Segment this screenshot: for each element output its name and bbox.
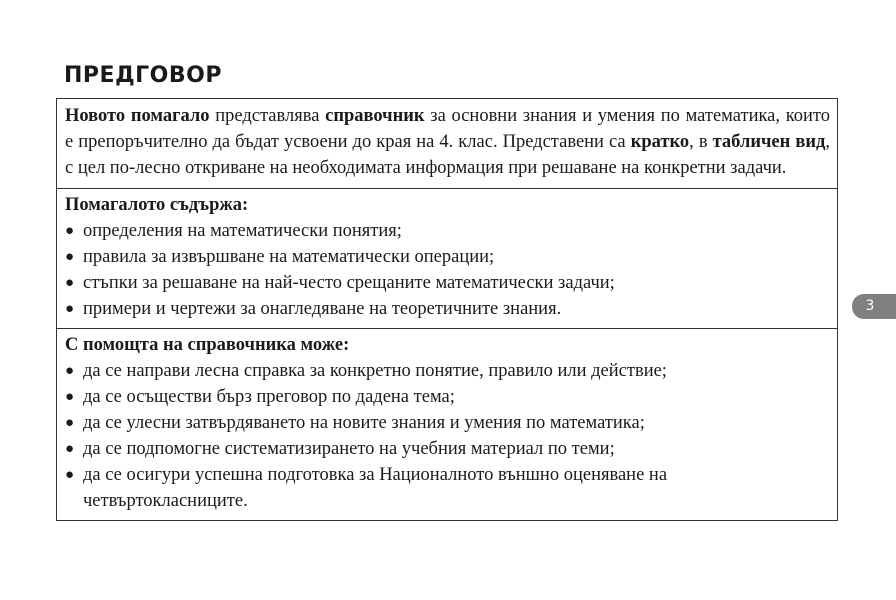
contents-heading: Помагалото съдържа: [65,195,249,215]
list-item: ● да се улесни затвърдяването на новите знания и умения по математика; [65,410,830,436]
intro-bold-reference: справочник [325,106,425,126]
intro-section [57,99,837,188]
usage-section [57,328,837,520]
list-item: ● да се подпомогне систематизирането на учебния материал по теми; [65,436,830,462]
list-item: ● да се направи лесна справка за конкретно понятие, правило или действие; [65,358,830,384]
usage-list [65,358,830,514]
intro-bold-brief: кратко [630,132,690,152]
list-item: ● правила за извършване на математически операции; [65,244,830,270]
intro-bold-new-aid: Новото помагало [65,106,210,126]
preface-box [56,98,838,521]
page-title: ПРЕДГОВОР [64,63,222,88]
intro-text-4: , с цел по-лесно откриване на необходимата информация при решаване на конкретни задачи. [65,132,830,178]
contents-list [65,218,830,322]
list-item: ● примери и чертежи за онагледяване на теоретичните знания. [65,296,830,322]
intro-text-3: , в [689,132,713,152]
list-item: ● определения на математически понятия; [65,218,830,244]
intro-bold-table-form: табличен вид [712,132,826,152]
usage-heading: С помощта на справочника може: [65,335,350,355]
intro-text-1: представлява [209,106,326,126]
list-item: ● да се осъществи бърз преговор по дадена тема; [65,384,830,410]
intro-text-2: за основни знания и умения по математика, които е препоръчително да бъдат усвоени до края на 4. клас. Представени са [65,106,830,152]
contents-section [57,188,837,328]
list-item: ● да се осигури успешна подготовка за Националното външно оценяване на четвъртокласниците. [65,462,830,514]
list-item: ● стъпки за решаване на най-често срещаните математически задачи; [65,270,830,296]
page-number-tab: 3 [852,294,896,319]
